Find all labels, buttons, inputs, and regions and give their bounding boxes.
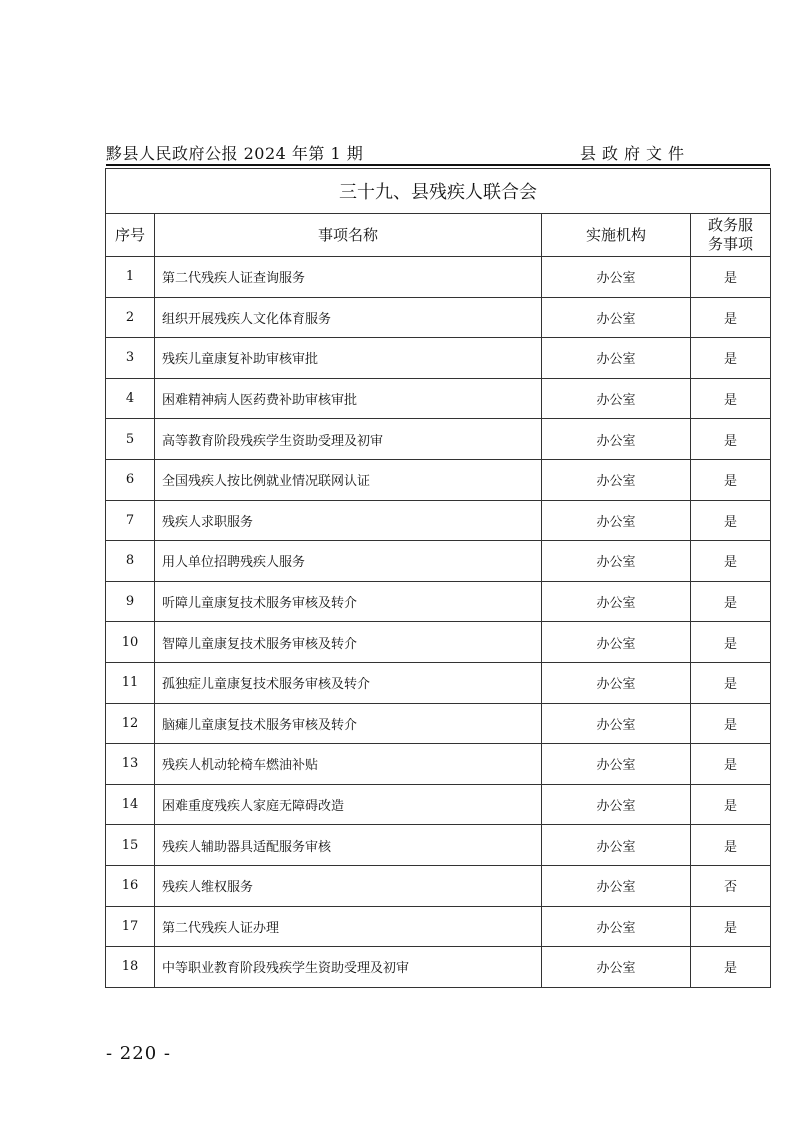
table-body [106, 257, 771, 988]
table-title: 三十九、县残疾人联合会 [106, 169, 771, 214]
row-number-cell: 3 [106, 338, 155, 379]
table-row [106, 906, 771, 947]
item-name-cell: 听障儿童康复技术服务审核及转介 [155, 581, 542, 622]
header-divider [106, 164, 770, 166]
table-row [106, 865, 771, 906]
service-flag-cell: 是 [691, 947, 771, 988]
table-row [106, 541, 771, 582]
item-name-cell: 第二代残疾人证办理 [155, 906, 542, 947]
agency-cell: 办公室 [542, 459, 691, 500]
item-name-cell: 智障儿童康复技术服务审核及转介 [155, 622, 542, 663]
item-name-cell: 残疾儿童康复补助审核审批 [155, 338, 542, 379]
item-name-cell: 残疾人求职服务 [155, 500, 542, 541]
item-name-cell: 残疾人维权服务 [155, 865, 542, 906]
table-row [106, 459, 771, 500]
row-number-cell: 14 [106, 784, 155, 825]
service-flag-cell: 是 [691, 662, 771, 703]
row-number-cell: 13 [106, 744, 155, 785]
item-name-cell: 用人单位招聘残疾人服务 [155, 541, 542, 582]
agency-cell: 办公室 [542, 338, 691, 379]
item-name-cell: 困难精神病人医药费补助审核审批 [155, 378, 542, 419]
service-flag-cell: 是 [691, 500, 771, 541]
agency-cell: 办公室 [542, 744, 691, 785]
row-number-cell: 9 [106, 581, 155, 622]
service-flag-cell: 是 [691, 459, 771, 500]
agency-cell: 办公室 [542, 257, 691, 298]
agency-cell: 办公室 [542, 419, 691, 460]
table-row [106, 947, 771, 988]
row-number-cell: 12 [106, 703, 155, 744]
column-header-no: 序号 [106, 214, 155, 257]
agency-cell: 办公室 [542, 541, 691, 582]
table-row [106, 378, 771, 419]
column-header-flag-line1: 政务服 [707, 216, 753, 234]
service-flag-cell: 是 [691, 825, 771, 866]
row-number-cell: 11 [106, 662, 155, 703]
agency-cell: 办公室 [542, 784, 691, 825]
row-number-cell: 6 [106, 459, 155, 500]
service-flag-cell: 是 [691, 378, 771, 419]
row-number-cell: 1 [106, 257, 155, 298]
item-name-cell: 全国残疾人按比例就业情况联网认证 [155, 459, 542, 500]
table-row [106, 338, 771, 379]
table-row [106, 622, 771, 663]
column-header-org: 实施机构 [542, 214, 691, 257]
item-name-cell: 中等职业教育阶段残疾学生资助受理及初审 [155, 947, 542, 988]
service-flag-cell: 是 [691, 581, 771, 622]
table-row [106, 703, 771, 744]
agency-cell: 办公室 [542, 662, 691, 703]
row-number-cell: 10 [106, 622, 155, 663]
row-number-cell: 8 [106, 541, 155, 582]
section-header-label: 县政府文件 [580, 144, 691, 163]
row-number-cell: 18 [106, 947, 155, 988]
table-row [106, 825, 771, 866]
row-number-cell: 2 [106, 297, 155, 338]
service-flag-cell: 是 [691, 338, 771, 379]
column-header-flag-line2: 务事项 [707, 235, 753, 253]
bulletin-header-title: 黟县人民政府公报 2024 年第 1 期 [106, 144, 364, 163]
agency-cell: 办公室 [542, 297, 691, 338]
service-flag-cell: 是 [691, 257, 771, 298]
item-name-cell: 孤独症儿童康复技术服务审核及转介 [155, 662, 542, 703]
service-flag-cell: 是 [691, 622, 771, 663]
item-name-cell: 残疾人辅助器具适配服务审核 [155, 825, 542, 866]
agency-cell: 办公室 [542, 865, 691, 906]
service-flag-cell: 是 [691, 297, 771, 338]
agency-cell: 办公室 [542, 581, 691, 622]
row-number-cell: 16 [106, 865, 155, 906]
agency-cell: 办公室 [542, 622, 691, 663]
service-flag-cell: 是 [691, 744, 771, 785]
table-row [106, 297, 771, 338]
service-flag-cell: 是 [691, 906, 771, 947]
table-row [106, 744, 771, 785]
table-row [106, 419, 771, 460]
service-flag-cell: 是 [691, 784, 771, 825]
row-number-cell: 17 [106, 906, 155, 947]
item-name-cell: 脑瘫儿童康复技术服务审核及转介 [155, 703, 542, 744]
agency-cell: 办公室 [542, 703, 691, 744]
column-header-name: 事项名称 [155, 214, 542, 257]
row-number-cell: 15 [106, 825, 155, 866]
agency-cell: 办公室 [542, 378, 691, 419]
table-row [106, 581, 771, 622]
item-name-cell: 高等教育阶段残疾学生资助受理及初审 [155, 419, 542, 460]
agency-cell: 办公室 [542, 947, 691, 988]
agency-cell: 办公室 [542, 500, 691, 541]
item-name-cell: 残疾人机动轮椅车燃油补贴 [155, 744, 542, 785]
service-items-table [105, 168, 771, 988]
page-number: - 220 - [106, 1043, 171, 1064]
table-row [106, 662, 771, 703]
table-header-row [106, 214, 771, 257]
row-number-cell: 7 [106, 500, 155, 541]
row-number-cell: 4 [106, 378, 155, 419]
item-name-cell: 第二代残疾人证查询服务 [155, 257, 542, 298]
table-row [106, 500, 771, 541]
agency-cell: 办公室 [542, 906, 691, 947]
service-flag-cell: 是 [691, 541, 771, 582]
row-number-cell: 5 [106, 419, 155, 460]
service-flag-cell: 否 [691, 865, 771, 906]
column-header-flag [691, 214, 771, 257]
service-flag-cell: 是 [691, 703, 771, 744]
service-flag-cell: 是 [691, 419, 771, 460]
table-row [106, 257, 771, 298]
agency-cell: 办公室 [542, 825, 691, 866]
item-name-cell: 组织开展残疾人文化体育服务 [155, 297, 542, 338]
table-row [106, 784, 771, 825]
item-name-cell: 困难重度残疾人家庭无障碍改造 [155, 784, 542, 825]
